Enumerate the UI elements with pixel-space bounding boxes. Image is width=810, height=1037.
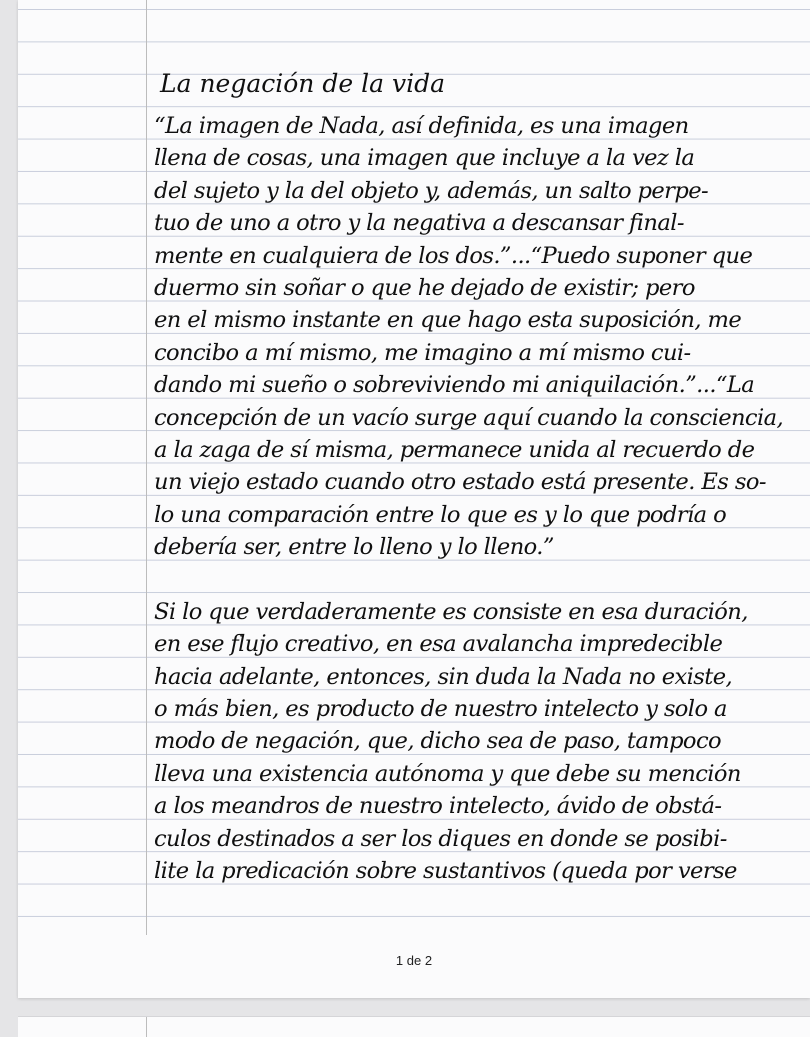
text-line: llena de cosas, una imagen que incluye a la vez la (154, 145, 695, 172)
text-line: en el mismo instante en que hago esta suposición, me (154, 307, 742, 334)
paragraph-gap (154, 563, 794, 595)
margin-line (146, 1017, 147, 1037)
text-line: del sujeto y la del objeto y, además, un salto perpe- (154, 177, 709, 204)
page-indicator: 1 de 2 (395, 953, 433, 968)
next-page-edge[interactable] (18, 1016, 810, 1037)
text-line: concibo a mí mismo, me imagino a mí mismo cui- (154, 339, 691, 366)
text-line: culos destinados a ser los diques en donde se posibi- (154, 825, 727, 852)
text-line: lite la predicación sobre sustantivos (queda por verse (154, 857, 737, 884)
text-line: dando mi sueño o sobreviviendo mi aniquilación.”...“La (154, 372, 755, 399)
handwritten-text (154, 68, 794, 887)
paragraph-2 (154, 596, 794, 888)
text-line: concepción de un vacío surge aquí cuando la consciencia, (154, 404, 784, 431)
text-line: a los meandros de nuestro intelecto, ávido de obstá- (154, 793, 722, 820)
text-line: debería ser, entre lo lleno y lo lleno.” (154, 534, 554, 561)
text-line: a la zaga de sí misma, permanece unida al recuerdo de (154, 436, 755, 463)
text-line: mente en cualquiera de los dos.”...“Puedo suponer que (154, 242, 753, 269)
text-line: “La imagen de Nada, así definida, es una imagen (154, 113, 689, 139)
text-line: o más bien, es producto de nuestro intelecto y solo a (154, 696, 727, 723)
text-line: duermo sin soñar o que he dejado de existir; pero (154, 274, 695, 301)
text-line: tuo de uno a otro y la negativa a descansar final- (154, 210, 684, 237)
paragraph-1 (154, 110, 794, 563)
margin-line (146, 0, 147, 935)
text-line: Si lo que verdaderamente es consiste en esa duración, (154, 598, 748, 625)
text-line: lo una comparación entre lo que es y lo que podría o (154, 501, 727, 528)
text-line: un viejo estado cuando otro estado está presente. Es so- (154, 469, 766, 496)
notebook-page (18, 0, 810, 998)
text-line: lleva una existencia autónoma y que debe su mención (154, 760, 741, 787)
document-title: La negación de la vida (160, 69, 445, 98)
text-line: en ese flujo creativo, en esa avalancha impredecible (154, 631, 723, 658)
text-line: hacia adelante, entonces, sin duda la Nada no existe, (154, 663, 733, 690)
text-line: modo de negación, que, dicho sea de paso, tampoco (154, 728, 721, 755)
